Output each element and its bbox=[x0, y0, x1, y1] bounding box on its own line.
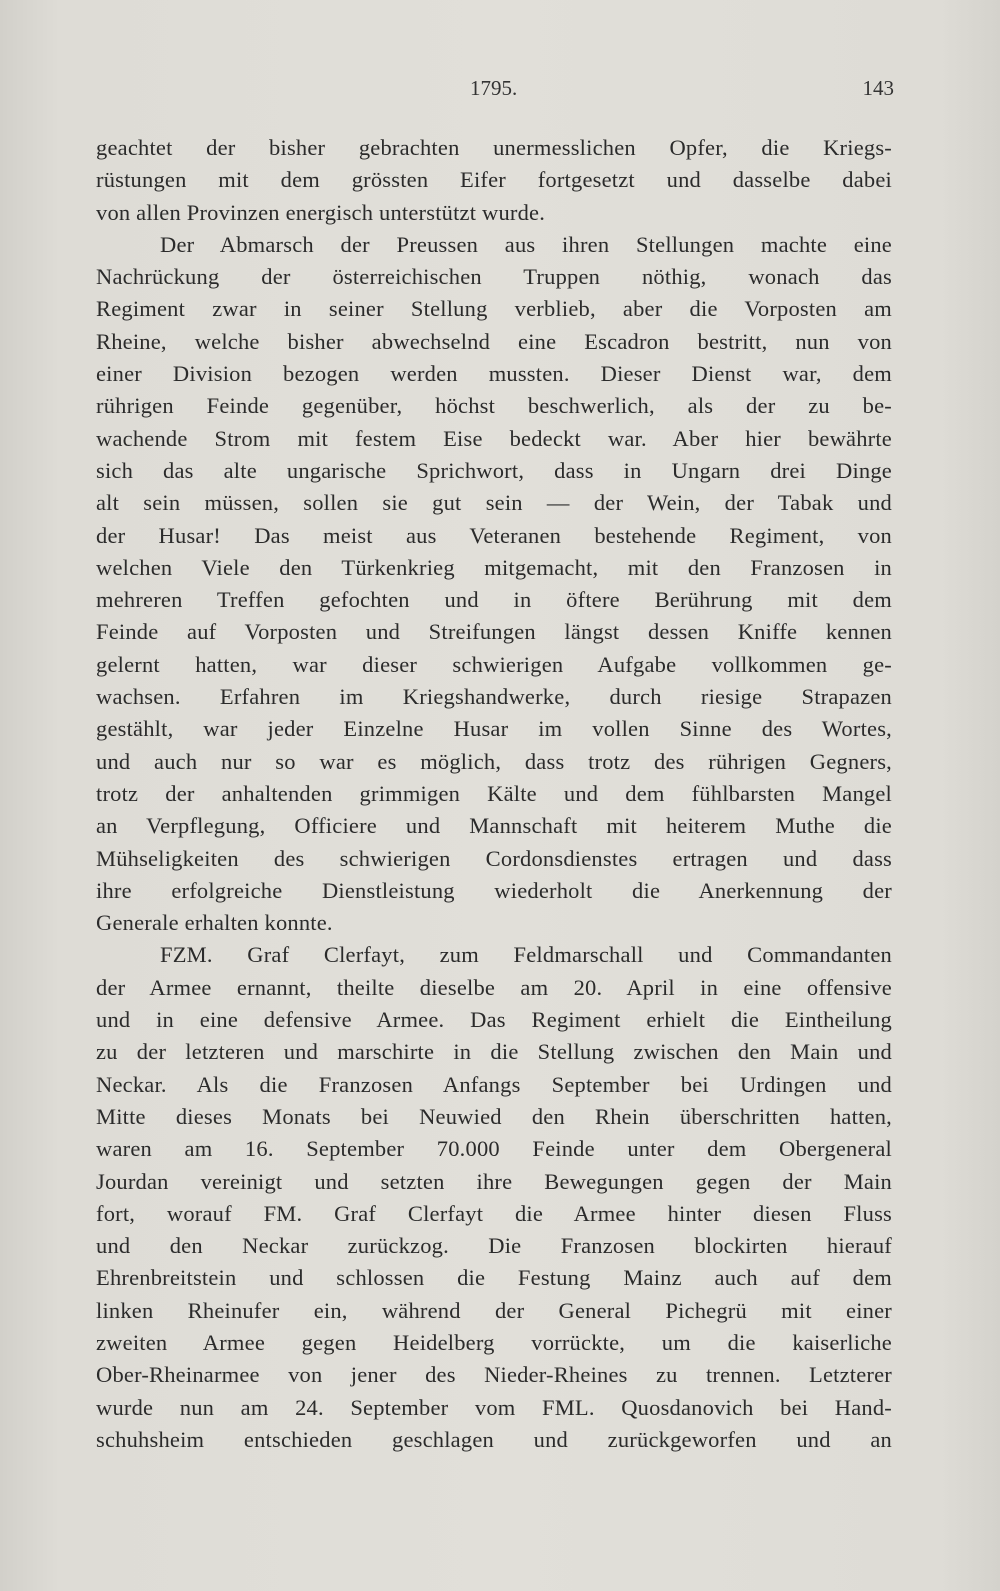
text-line: und auch nur so war es möglich, dass trotz des rührigen Gegners, bbox=[96, 748, 892, 774]
text-line: wachende Strom mit festem Eise bedeckt war. Aber hier bewährte bbox=[96, 425, 892, 451]
text-line: sich das alte ungarische Sprichwort, dass in Ungarn drei Dinge bbox=[96, 457, 892, 483]
text-line: Ehrenbreitstein und schlossen die Festung Mainz auch auf dem bbox=[96, 1265, 892, 1291]
text-line: von allen Provinzen energisch unterstützt wurde. bbox=[96, 199, 546, 225]
text-line: welchen Viele den Türkenkrieg mitgemacht, mit den Franzosen in bbox=[96, 554, 892, 580]
text-line: rührigen Feinde gegenüber, höchst beschwerlich, als der zu be- bbox=[96, 393, 892, 419]
text-line: gelernt hatten, war dieser schwierigen Aufgabe vollkommen ge- bbox=[96, 651, 892, 677]
text-line: und den Neckar zurückzog. Die Franzosen blockirten hierauf bbox=[96, 1233, 892, 1259]
text-line: Der Abmarsch der Preussen aus ihren Stellungen machte eine bbox=[160, 231, 892, 257]
text-line: zweiten Armee gegen Heidelberg vorrückte, um die kaiserliche bbox=[96, 1329, 892, 1355]
text-line: einer Division bezogen werden mussten. Dieser Dienst war, dem bbox=[96, 361, 892, 387]
text-line: schuhsheim entschieden geschlagen und zurückgeworfen und an bbox=[96, 1426, 892, 1452]
text-line: zu der letzteren und marschirte in die Stellung zwischen den Main und bbox=[96, 1039, 892, 1065]
text-line: der Armee ernannt, theilte dieselbe am 20. April in eine offensive bbox=[96, 974, 892, 1000]
text-line: Neckar. Als die Franzosen Anfangs September bei Urdingen und bbox=[96, 1071, 892, 1097]
body-text bbox=[96, 132, 892, 1456]
text-line: mehreren Treffen gefochten und in öftere Berührung mit dem bbox=[96, 587, 892, 613]
text-line: trotz der anhaltenden grimmigen Kälte und dem fühlbarsten Mangel bbox=[96, 780, 892, 806]
running-header bbox=[96, 76, 894, 106]
text-line: wachsen. Erfahren im Kriegshandwerke, durch riesige Strapazen bbox=[96, 684, 892, 710]
text-line: Feinde auf Vorposten und Streifungen längst dessen Kniffe kennen bbox=[96, 619, 892, 645]
text-line: Nachrückung der österreichischen Truppen nöthig, wonach das bbox=[96, 264, 892, 290]
text-line: Jourdan vereinigt und setzten ihre Bewegungen gegen der Main bbox=[96, 1168, 892, 1194]
text-line: Generale erhalten konnte. bbox=[96, 910, 333, 936]
text-line: wurde nun am 24. September vom FML. Quosdanovich bei Hand- bbox=[96, 1394, 892, 1420]
text-line: rüstungen mit dem grössten Eifer fortgesetzt und dasselbe dabei bbox=[96, 167, 892, 193]
text-line: an Verpflegung, Officiere und Mannschaft mit heiterem Muthe die bbox=[96, 813, 892, 839]
text-line: alt sein müssen, sollen sie gut sein — der Wein, der Tabak und bbox=[96, 490, 892, 516]
text-line: ihre erfolgreiche Dienstleistung wiederholt die Anerkennung der bbox=[96, 877, 892, 903]
text-line: waren am 16. September 70.000 Feinde unter dem Obergeneral bbox=[96, 1136, 892, 1162]
header-year: 1795. bbox=[470, 76, 518, 100]
text-line: linken Rheinufer ein, während der General Pichegrü mit einer bbox=[96, 1297, 892, 1323]
text-line: Mühseligkeiten des schwierigen Cordonsdienstes ertragen und dass bbox=[96, 845, 892, 871]
text-line: der Husar! Das meist aus Veteranen bestehende Regiment, von bbox=[96, 522, 892, 548]
text-line: FZM. Graf Clerfayt, zum Feldmarschall und Commandanten bbox=[160, 942, 892, 968]
text-line: geachtet der bisher gebrachten unermesslichen Opfer, die Kriegs- bbox=[96, 135, 892, 160]
text-line: fort, worauf FM. Graf Clerfayt die Armee hinter diesen Fluss bbox=[96, 1200, 892, 1226]
text-line: und in eine defensive Armee. Das Regiment erhielt die Eintheilung bbox=[96, 1007, 892, 1033]
text-line: gestählt, war jeder Einzelne Husar im vollen Sinne des Wortes, bbox=[96, 716, 892, 742]
page-number: 143 bbox=[862, 76, 894, 100]
text-line: Ober-Rheinarmee von jener des Nieder-Rheines zu trennen. Letzterer bbox=[96, 1362, 892, 1388]
text-line: Regiment zwar in seiner Stellung verblieb, aber die Vorposten am bbox=[96, 296, 892, 322]
text-line: Mitte dieses Monats bei Neuwied den Rhein überschritten hatten, bbox=[96, 1103, 892, 1129]
text-line: Rheine, welche bisher abwechselnd eine Escadron bestritt, nun von bbox=[96, 328, 892, 354]
